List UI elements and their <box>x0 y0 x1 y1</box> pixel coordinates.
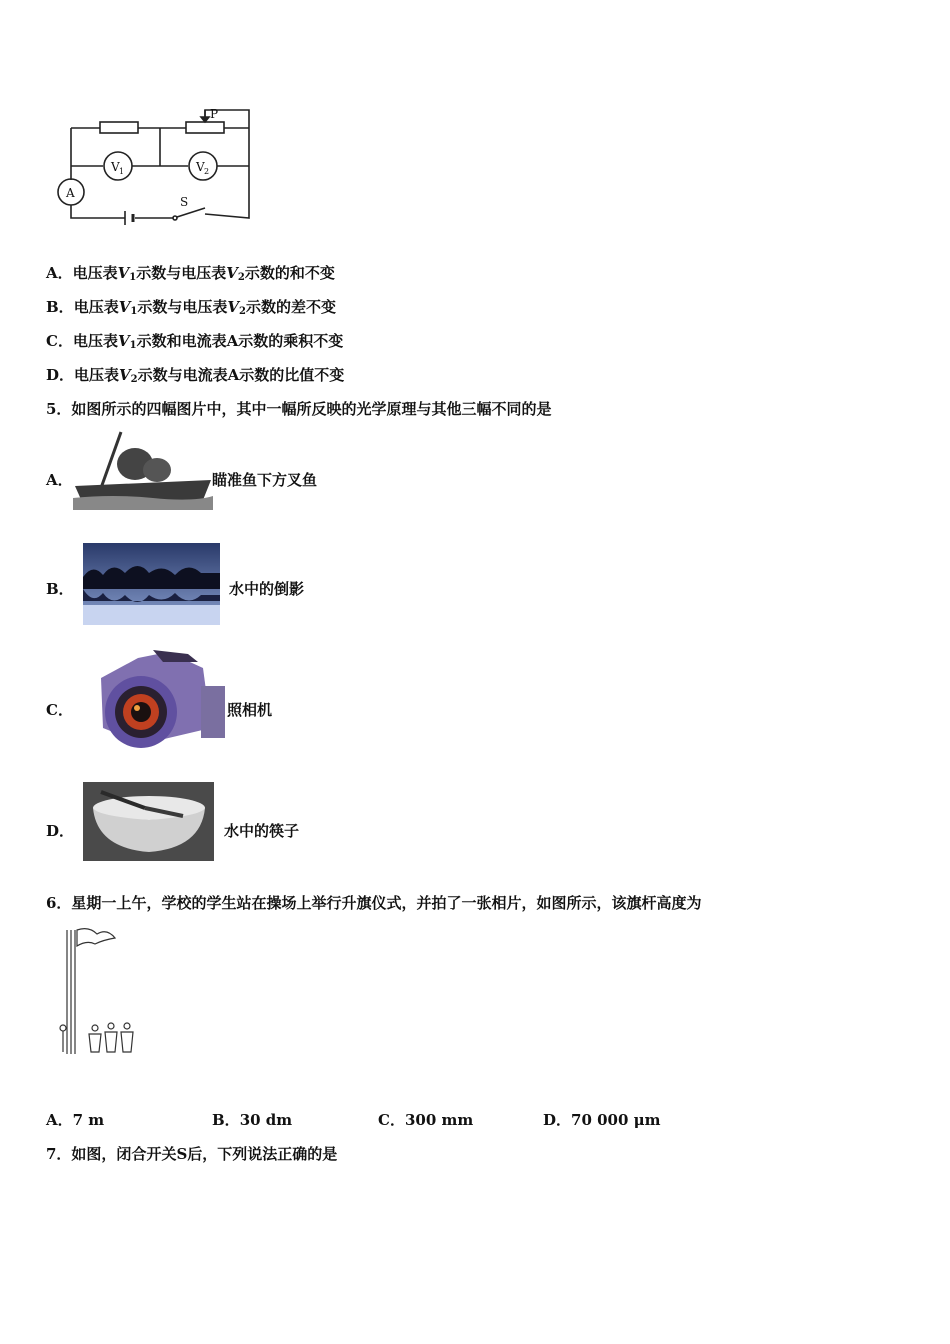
q4-option-b: B．电压表$V_1$示数与电压表$V_2$示数的差不变 <box>46 298 336 317</box>
v2-sub: 2 <box>204 167 210 176</box>
circuit-diagram <box>55 100 265 230</box>
q4-option-c: C．电压表$V_1$示数和电流表A示数的乘积不变 <box>46 332 344 351</box>
slider-label: P <box>210 107 219 121</box>
q7-stem: 7．如图，闭合开关S后，下列说法正确的是 <box>46 1145 338 1163</box>
q6-option-a: A．7 m <box>46 1111 105 1129</box>
q6-stem: 6．星期一上午，学校的学生站在操场上举行升旗仪式，并拍了一张相片，如图所示，该旗杆高度为 <box>46 894 702 912</box>
q5-option-c-letter: C． <box>46 701 73 719</box>
reflection-image <box>83 543 220 625</box>
q5-stem: 5．如图所示的四幅图片中，其中一幅所反映的光学原理与其他三幅不同的是 <box>46 400 552 418</box>
q5-option-d-caption: 水中的筷子 <box>224 822 300 840</box>
q4-option-d: D．电压表$V_2$示数与电流表A示数的比值不变 <box>46 366 345 385</box>
q5-option-b-letter: B． <box>46 580 74 598</box>
fishing-boat-image <box>73 428 213 510</box>
q5-option-d-letter: D． <box>46 822 75 840</box>
q6-option-d: D．70 000 μm <box>543 1111 661 1129</box>
flagpole-image <box>55 924 140 1058</box>
q5-option-c-caption: 照相机 <box>227 701 273 719</box>
switch-label: S <box>180 195 189 209</box>
chopsticks-bowl-image <box>83 782 214 861</box>
q5-option-a-letter: A． <box>46 471 73 489</box>
v2-label: V <box>196 160 205 174</box>
v1-sub: 1 <box>119 167 125 176</box>
q6-option-c: C．300 mm <box>378 1111 474 1129</box>
q6-option-b: B．30 dm <box>212 1111 293 1129</box>
q5-option-a-caption: 瞄准鱼下方叉鱼 <box>212 471 318 489</box>
camera-image <box>83 648 228 748</box>
ammeter-label: A <box>66 186 75 200</box>
v1-label: V <box>111 160 120 174</box>
q5-option-b-caption: 水中的倒影 <box>229 580 305 598</box>
q4-option-a: A．电压表$V_1$示数与电压表$V_2$示数的和不变 <box>46 264 335 283</box>
